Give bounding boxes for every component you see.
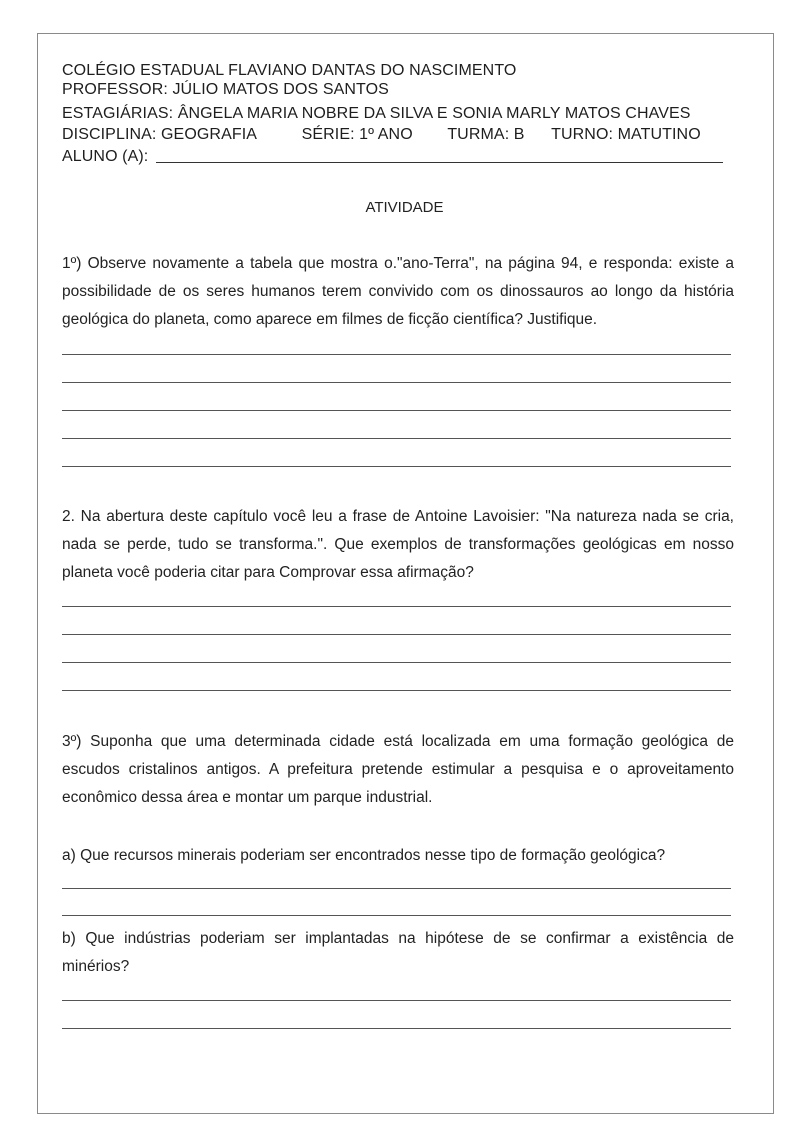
question-3b: b) Que indústrias poderiam ser implantadas na hipótese de se confirmar a existência de minérios?: [62, 930, 734, 975]
answer-line[interactable]: [62, 410, 731, 411]
answer-line[interactable]: [62, 466, 731, 467]
question-3a: a) Que recursos minerais poderiam ser encontrados nesse tipo de formação geológica?: [62, 847, 666, 864]
answer-line[interactable]: [62, 690, 731, 691]
interns-names: ESTAGIÁRIAS: ÂNGELA MARIA NOBRE DA SILVA E SONIA MARLY MATOS CHAVES: [62, 105, 691, 122]
answer-line[interactable]: [62, 438, 731, 439]
question-1: 1º) Observe novamente a tabela que mostra o."ano-Terra", na página 94, e responda: existe a possibilidade de os seres humanos terem convivido com os dinossauros ao longo da história geológica do planeta, como aparece em filmes de ficção científica? Justifique.: [62, 255, 734, 328]
answer-line[interactable]: [62, 915, 731, 916]
answer-line[interactable]: [62, 634, 731, 635]
professor-name: PROFESSOR: JÚLIO MATOS DOS SANTOS: [62, 81, 389, 98]
answer-line[interactable]: [62, 382, 731, 383]
answer-line[interactable]: [62, 888, 731, 889]
answer-line[interactable]: [62, 354, 731, 355]
answer-line[interactable]: [62, 606, 731, 607]
page-title: ATIVIDADE: [365, 199, 444, 216]
class: TURMA: B: [447, 126, 525, 143]
school-name: COLÉGIO ESTADUAL FLAVIANO DANTAS DO NASCIMENTO: [62, 62, 517, 79]
student-name-field[interactable]: [156, 162, 723, 163]
question-3: 3º) Suponha que uma determinada cidade está localizada em uma formação geológica de escudos cristalinos antigos. A prefeitura pretende estimular a pesquisa e o aproveitamento econômico dessa área e montar um parque industrial.: [62, 733, 734, 806]
discipline: DISCIPLINA: GEOGRAFIA: [62, 126, 258, 143]
grade: SÉRIE: 1º ANO: [301, 126, 413, 143]
answer-line[interactable]: [62, 1000, 731, 1001]
answer-line[interactable]: [62, 1028, 731, 1029]
question-2: 2. Na abertura deste capítulo você leu a frase de Antoine Lavoisier: "Na natureza nada se cria, nada se perde, tudo se transforma.". Que exemplos de transformações geológicas em nosso planeta você poderia citar para Comprovar essa afirmação?: [62, 508, 734, 581]
answer-line[interactable]: [62, 662, 731, 663]
student-label: ALUNO (A):: [62, 148, 149, 165]
class-info-row: [62, 126, 701, 144]
shift: TURNO: MATUTINO: [551, 126, 701, 143]
